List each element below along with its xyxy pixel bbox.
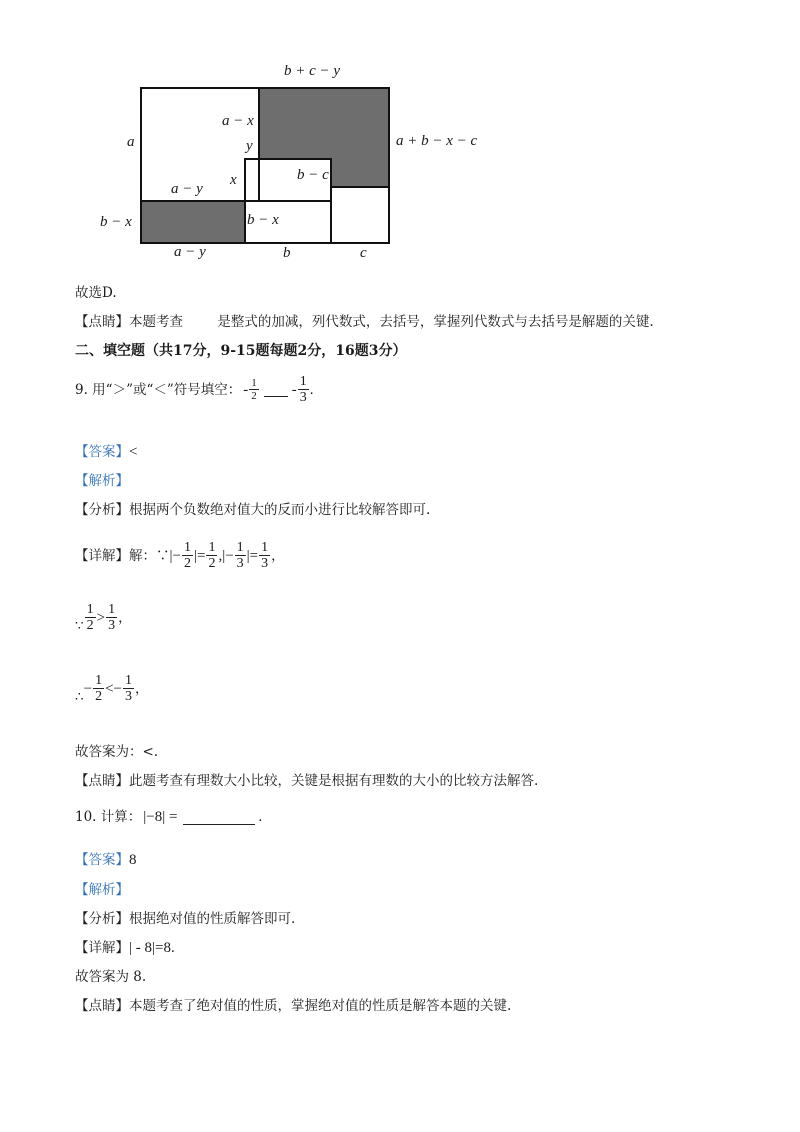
label-y: y [246,138,253,154]
q9-stem-end: . [309,381,314,398]
q8-dianjing [75,313,654,331]
choice-line: 故选D. [75,285,117,301]
q9-fenxi [75,501,430,519]
label-b-minus-x-left: b − x [100,214,132,230]
label-b-minus-c: b − c [297,167,329,183]
dianjing-tag: 【点睛】 [75,314,129,330]
label-top: b + c − y [284,63,341,79]
xiangjie-lead: 解：∵ [129,547,170,564]
q10-result: 故答案为 8. [75,969,147,985]
q10-stem-text: 10. 计算： [75,809,142,825]
q9-fraction-1: $\frac{1}{2}$ [251,377,257,402]
q10-xiangjie: 【详解】| - 8|=8. [75,940,175,956]
dianjing-text: 本题考查 是整式的加减，列代数式，去括号，掌握列代数式与去括号是解题的关键. [129,314,654,330]
q9-stem [75,374,314,405]
label-a: a [127,134,135,150]
because-symbol: ∵ [75,618,84,634]
label-bottom-c: c [360,245,367,261]
q9-because-line: ∵ $\frac{1}{2}$ > $\frac{1}{3}$ ， [75,602,132,634]
q10-analysis-tag: 【解析】 [75,882,129,898]
q9-therefore-line: ∴ − $\frac{1}{2}$ < − $\frac{1}{3}$ ， [75,673,149,705]
q9-sign-1: - [243,381,249,398]
q10-answer: 【答案】8 [75,852,137,868]
q9-dianjing: 【点睛】此题考查有理数大小比较，关键是根据有理数的大小的比较方法解答. [75,773,539,789]
label-x: x [230,172,237,188]
q10-expression: |−8| = [143,809,178,825]
q10-answer-blank[interactable] [183,810,255,825]
therefore-symbol: ∴ [75,689,84,705]
q10-stem: 10. 计算： |−8| = . [75,809,263,825]
shaded-region-bottom-left [140,200,246,244]
fenxi-text: 根据两个负数绝对值大的反而小进行比较解答即可. [129,502,431,518]
q9-stem-text: 9. 用“＞”或“＜”符号填空： [75,381,242,398]
q9-answer [75,443,137,461]
x-strip [244,158,260,202]
label-bottom-a-minus-y: a − y [174,244,206,260]
q9-answer-blank[interactable] [264,382,288,397]
label-bottom-b: b [283,245,291,261]
label-right: a + b − x − c [396,133,478,149]
label-a-minus-y-inner: a − y [171,181,203,197]
q9-xiangjie: 【详解】 解：∵ |− $\frac{1}{2}$ |= $\frac{1}{2}$ ,|− $\frac{1}{3}$ |= $\frac{1}{3}$ ， [75,540,285,571]
q10-dianjing: 【点睛】本题考查了绝对值的性质，掌握绝对值的性质是解答本题的关键. [75,998,512,1014]
q9-fraction-2: $\frac{1}{3}$ [299,374,307,405]
answer-tag: 【答案】 [75,444,129,460]
answer-value: < [129,444,138,460]
q9-sign-2: - [291,381,297,398]
q9-analysis-tag: 【解析】 [75,473,129,489]
xiangjie-tag: 【详解】 [75,547,129,564]
small-square-c [330,186,390,244]
label-a-minus-x: a − x [222,113,254,129]
q10-fenxi: 【分析】根据绝对值的性质解答即可. [75,911,296,927]
section-heading: 二、填空题（共17分，9-15题每题2分，16题3分） [75,343,407,359]
label-b-minus-x-inner: b − x [247,212,279,228]
q9-result: 故答案为：<. [75,744,159,760]
fenxi-tag: 【分析】 [75,502,129,518]
